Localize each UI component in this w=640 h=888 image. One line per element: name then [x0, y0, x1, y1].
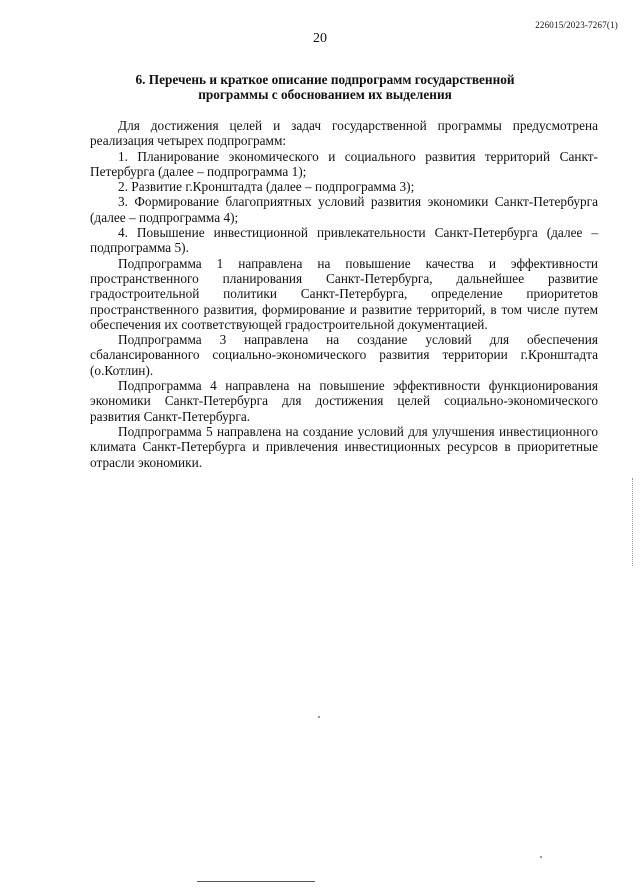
subprogram-4-description: Подпрограмма 4 направлена на повышение эффективности функционирования экономики Санкт-Петербурга для достижения целей социально-экономического развития Санкт-Петербурга.	[90, 378, 598, 424]
subprogram-list-item-3: 3. Формирование благоприятных условий развития экономики Санкт-Петербурга (далее – подпрограмма 4);	[90, 194, 598, 225]
scan-margin-marks	[632, 478, 635, 566]
subprogram-list-item-4: 4. Повышение инвестиционной привлекательности Санкт-Петербурга (далее – подпрограмма 5).	[90, 225, 598, 256]
subprogram-3-description: Подпрограмма 3 направлена на создание условий для обеспечения сбалансированного социально-экономического развития территории г.Кронштадта (о.Котлин).	[90, 332, 598, 378]
subprogram-1-description: Подпрограмма 1 направлена на повышение качества и эффективности пространственного планирования Санкт-Петербурга, дальнейшее развитие градостроительной политики Санкт-Петербурга, определение приоритетов пространственного развития, формирование и развитие территорий, в том числе путем обеспечения их соответствующей градостроительной документацией.	[90, 255, 598, 332]
page-number: 20	[313, 31, 327, 46]
scan-speck	[318, 716, 320, 718]
section-heading-line-1: 6. Перечень и краткое описание подпрограмм государственной	[135, 72, 515, 87]
document-body	[90, 118, 598, 470]
scan-bottom-line	[197, 881, 315, 882]
subprogram-list-item-2: 2. Развитие г.Кронштадта (далее – подпрограмма 3);	[118, 179, 415, 195]
section-heading	[90, 72, 560, 102]
intro-paragraph: Для достижения целей и задач государственной программы предусмотрена реализация четырех подпрограмм:	[90, 118, 598, 149]
scan-speck	[540, 856, 542, 858]
subprogram-list-item-1: 1. Планирование экономического и социального развития территорий Санкт-Петербурга (далее – подпрограмма 1);	[90, 148, 598, 179]
subprogram-5-description: Подпрограмма 5 направлена на создание условий для улучшения инвестиционного климата Санкт-Петербурга и привлечения инвестиционных ресурсов в приоритетные отрасли экономики.	[90, 423, 598, 470]
section-heading-line-2: программы с обоснованием их выделения	[198, 87, 452, 102]
document-registration-number: 226015/2023-7267(1)	[535, 20, 618, 30]
